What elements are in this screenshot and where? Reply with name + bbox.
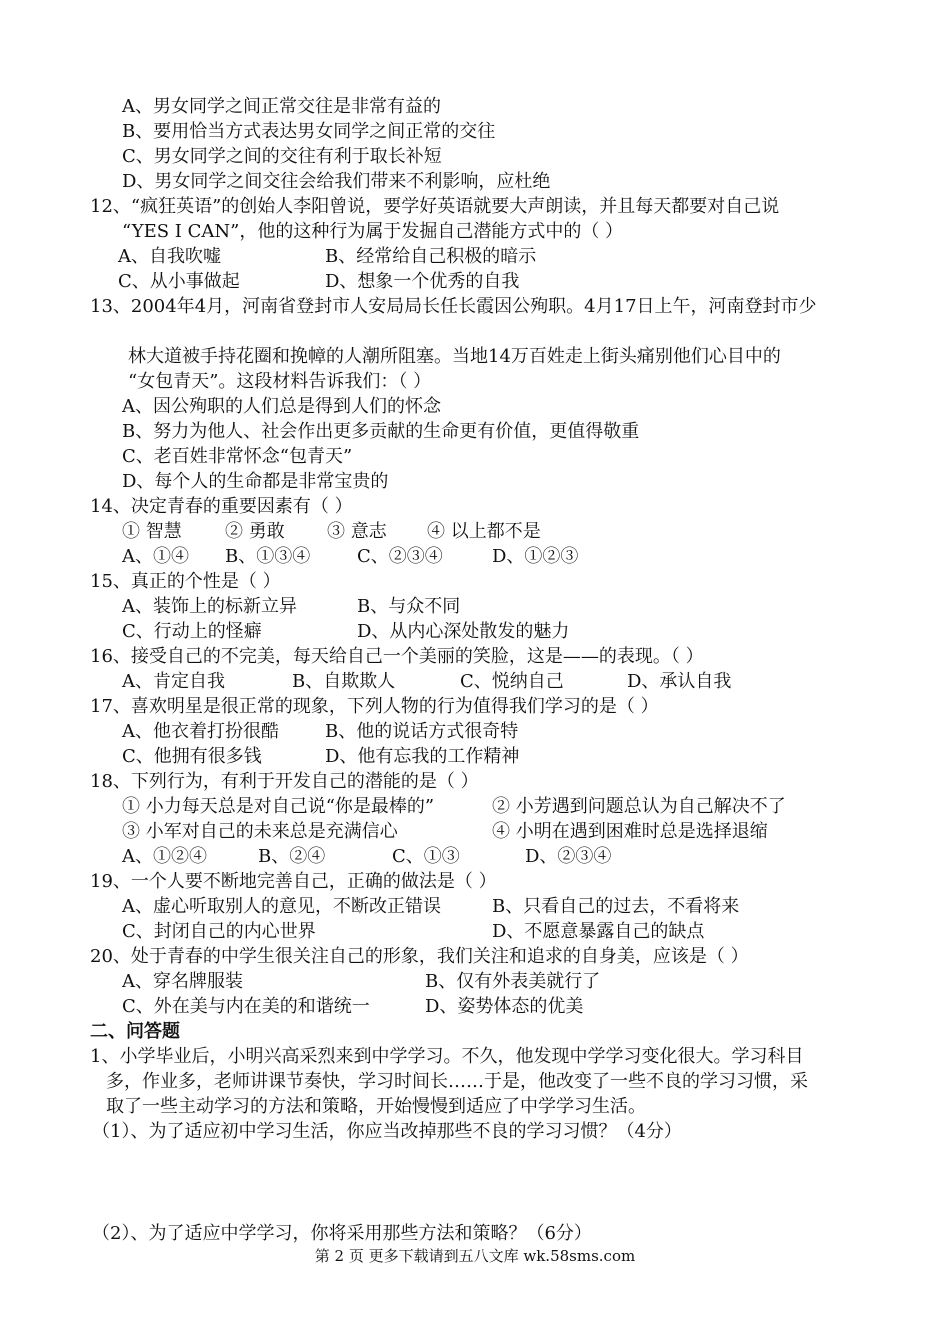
option-d: D、每个人的生命都是非常宝贵的: [122, 471, 389, 492]
option-b: B、只看自己的过去，不看将来: [492, 896, 740, 917]
question-13: 13、2004年4月，河南省登封市人安局局长任长霞因公殉职。4月17日上午，河南登封市少: [90, 296, 817, 317]
item-2: ② 小芳遇到问题总认为自己解决不了: [492, 796, 786, 817]
sub-question-1: （1）、为了适应初中学习生活，你应当改掉那些不良的学习习惯？（4分）: [92, 1121, 682, 1142]
item-1: ① 智慧: [122, 521, 182, 542]
option-d: D、姿势体态的优美: [425, 996, 584, 1017]
sub-question-2: （2）、为了适应中学学习，你将采用那些方法和策略？（6分）: [92, 1223, 592, 1244]
option-d: D、①②③: [492, 546, 579, 567]
option-b: B、①③④: [225, 546, 311, 567]
option-b: B、自欺欺人: [292, 671, 396, 692]
option-c: C、从小事做起: [118, 271, 240, 292]
item-1: ① 小力每天总是对自己说“你是最棒的”: [122, 796, 435, 817]
option-b: B、仅有外表美就行了: [425, 971, 601, 992]
essay-question-1-cont: 多，作业多，老师讲课节奏快，学习时间长……于是，他改变了一些不良的学习习惯，采: [106, 1071, 808, 1092]
page-footer: 第 2 页 更多下载请到五八文库 wk.58sms.com: [314, 1247, 636, 1265]
option-b: B、要用恰当方式表达男女同学之间正常的交往: [122, 121, 496, 142]
question-13-cont: “女包青天”。这段材料告诉我们：（ ）: [128, 371, 432, 392]
question-18: 18、下列行为，有利于开发自己的潜能的是（ ）: [90, 771, 479, 792]
question-16: 16、接受自己的不完美，每天给自己一个美丽的笑脸，这是——的表现。（ ）: [90, 646, 704, 667]
option-a: A、肯定自我: [122, 671, 225, 692]
option-a: A、装饰上的标新立异: [122, 596, 297, 617]
section-heading: 二、问答题: [90, 1021, 180, 1042]
option-a: A、因公殉职的人们总是得到人们的怀念: [122, 396, 441, 417]
item-4: ④ 小明在遇到困难时总是选择退缩: [492, 821, 768, 842]
option-a: A、①④: [122, 546, 189, 567]
option-b: B、②④: [258, 846, 326, 867]
option-c: C、行动上的怪癖: [122, 621, 262, 642]
option-d: D、他有忘我的工作精神: [325, 746, 520, 767]
option-b: B、经常给自己积极的暗示: [325, 246, 537, 267]
option-c: C、外在美与内在美的和谐统一: [122, 996, 370, 1017]
option-c: C、封闭自己的内心世界: [122, 921, 316, 942]
option-d: D、②③④: [525, 846, 612, 867]
option-a: A、虚心听取别人的意见，不断改正错误: [122, 896, 441, 917]
option-a: A、①②④: [122, 846, 207, 867]
option-c: C、②③④: [357, 546, 443, 567]
option-d: D、男女同学之间交往会给我们带来不利影响，应杜绝: [122, 171, 551, 192]
option-d: D、从内心深处散发的魅力: [357, 621, 570, 642]
question-12: 12、“疯狂英语”的创始人李阳曾说，要学好英语就要大声朗读，并且每天都要对自己说: [90, 196, 780, 217]
option-a: A、他衣着打扮很酷: [122, 721, 279, 742]
option-a: A、自我吹嘘: [118, 246, 221, 267]
essay-question-1: 1、小学毕业后，小明兴高采烈来到中学学习。不久，他发现中学学习变化很大。学习科目: [90, 1046, 804, 1067]
option-c: C、老百姓非常怀念“包青天”: [122, 446, 353, 467]
option-c: C、男女同学之间的交往有利于取长补短: [122, 146, 442, 167]
option-c: C、他拥有很多钱: [122, 746, 262, 767]
question-14: 14、决定青春的重要因素有（ ）: [90, 496, 353, 517]
item-2: ② 勇敢: [225, 521, 285, 542]
option-a: A、穿名牌服装: [122, 971, 243, 992]
item-3: ③ 小军对自己的未来总是充满信心: [122, 821, 398, 842]
question-12-cont: “YES I CAN”，他的这种行为属于发掘自己潜能方式中的（ ）: [122, 221, 624, 242]
option-a: A、男女同学之间正常交往是非常有益的: [122, 96, 441, 117]
option-d: D、想象一个优秀的自我: [325, 271, 520, 292]
option-c: C、悦纳自己: [460, 671, 564, 692]
question-20: 20、处于青春的中学生很关注自己的形象，我们关注和追求的自身美，应该是（ ）: [90, 946, 749, 967]
option-b: B、与众不同: [357, 596, 461, 617]
option-c: C、①③: [392, 846, 460, 867]
essay-question-1-cont: 取了一些主动学习的方法和策略，开始慢慢到适应了中学学习生活。: [106, 1096, 646, 1117]
option-b: B、他的说话方式很奇特: [325, 721, 519, 742]
option-d: D、承认自我: [627, 671, 732, 692]
item-3: ③ 意志: [327, 521, 387, 542]
question-19: 19、一个人要不断地完善自己，正确的做法是（ ）: [90, 871, 497, 892]
question-15: 15、真正的个性是（ ）: [90, 571, 281, 592]
question-13-cont: 林大道被手持花圈和挽幛的人潮所阻塞。当地14万百姓走上街头痛别他们心目中的: [128, 346, 781, 367]
item-4: ④ 以上都不是: [427, 521, 541, 542]
question-17: 17、喜欢明星是很正常的现象，下列人物的行为值得我们学习的是（ ）: [90, 696, 659, 717]
option-d: D、不愿意暴露自己的缺点: [492, 921, 705, 942]
option-b: B、努力为他人、社会作出更多贡献的生命更有价值，更值得敬重: [122, 421, 640, 442]
